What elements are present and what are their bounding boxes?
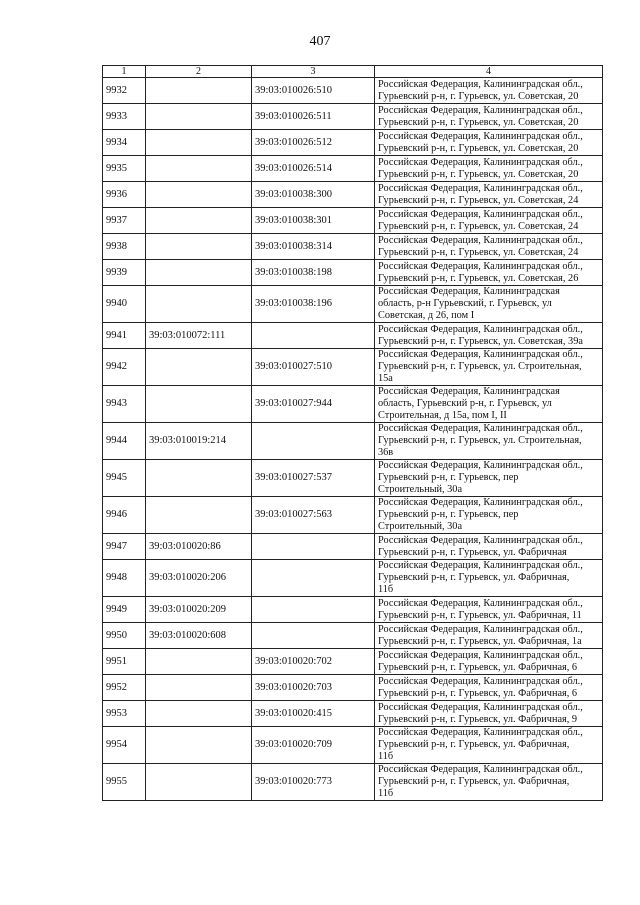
row-number: 9938 [103,234,146,260]
address-line: Гурьевский р-н, г. Гурьевск, ул. Советская, 20 [378,168,579,180]
address-cell [375,623,603,649]
address-line: Гурьевский р-н, г. Гурьевск, ул. Строительная, [378,361,582,372]
cadastral-number-col3: 39:03:010038:198 [252,260,375,286]
row-number: 9949 [103,597,146,623]
address-line: Российская Федерация, Калининградская обл., [378,727,583,738]
address-line: Гурьевский р-н, г. Гурьевск, ул. Фабричная, 6 [378,661,578,673]
address-line: Гурьевский р-н, г. Гурьевск, ул. Фабричная, 9 [378,713,578,725]
cadastral-number-col3: 39:03:010038:301 [252,208,375,234]
address-line: Российская Федерация, Калининградская обл., [378,78,583,90]
row-number: 9943 [103,386,146,423]
cadastral-number-col3: 39:03:010027:510 [252,349,375,386]
row-number: 9933 [103,104,146,130]
cadastral-number-col3 [252,323,375,349]
table-row [103,349,603,386]
address-cell [375,323,603,349]
cadastral-number-col3 [252,534,375,560]
address-line: Гурьевский р-н, г. Гурьевск, ул. Строительная, [378,435,582,446]
cadastral-number-col2 [146,386,252,423]
row-number: 9932 [103,78,146,104]
table-row [103,234,603,260]
row-number: 9946 [103,497,146,534]
column-header: 3 [252,66,375,78]
address-line: Советская, д 26, пом I [378,310,475,321]
cadastral-number-col2 [146,234,252,260]
cadastral-number-col3: 39:03:010026:511 [252,104,375,130]
cadastral-number-col3: 39:03:010038:314 [252,234,375,260]
address-line: Гурьевский р-н, г. Гурьевск, пер [378,509,519,520]
address-line: 15а [378,373,393,384]
table-row [103,597,603,623]
cadastral-number-col2 [146,764,252,801]
address-line: Российская Федерация, Калининградская [378,386,560,397]
address-line: область, р-н Гурьевский, г. Гурьевск, ул [378,298,552,309]
address-cell [375,78,603,104]
table-row [103,78,603,104]
cadastral-number-col3: 39:03:010038:300 [252,182,375,208]
address-cell [375,649,603,675]
address-line: Российская Федерация, Калининградская обл., [378,349,583,360]
address-line: Российская Федерация, Калининградская обл., [378,497,583,508]
address-line: Гурьевский р-н, г. Гурьевск, ул. Советская, 24 [378,194,579,206]
cadastral-number-col3: 39:03:010027:563 [252,497,375,534]
table-row [103,208,603,234]
address-cell [375,286,603,323]
row-number: 9954 [103,727,146,764]
table-row [103,323,603,349]
cadastral-number-col2: 39:03:010019:214 [146,423,252,460]
address-line: Строительный, 30а [378,484,463,495]
address-line: Российская Федерация, Калининградская обл., [378,623,583,635]
address-cell [375,349,603,386]
address-line: Российская Федерация, Калининградская обл., [378,208,583,220]
cadastral-number-col2 [146,649,252,675]
cadastral-number-col2 [146,701,252,727]
table-body [103,78,603,801]
row-number: 9955 [103,764,146,801]
cadastral-number-col2: 39:03:010020:608 [146,623,252,649]
cadastral-number-col3: 39:03:010026:512 [252,130,375,156]
column-header: 4 [375,66,603,78]
cadastral-number-col2 [146,208,252,234]
cadastral-number-col2 [146,260,252,286]
address-line: 11б [378,788,394,799]
address-cell [375,104,603,130]
row-number: 9945 [103,460,146,497]
cadastral-number-col2: 39:03:010020:86 [146,534,252,560]
table-row [103,701,603,727]
address-line: Российская Федерация, Калининградская обл., [378,130,583,142]
table-row [103,423,603,460]
row-number: 9937 [103,208,146,234]
address-cell [375,130,603,156]
cadastral-number-col3: 39:03:010027:537 [252,460,375,497]
row-number: 9935 [103,156,146,182]
address-line: Российская Федерация, Калининградская обл., [378,182,583,194]
row-number: 9940 [103,286,146,323]
address-line: Гурьевский р-н, г. Гурьевск, ул. Фабричная, [378,776,570,787]
row-number: 9934 [103,130,146,156]
address-cell [375,597,603,623]
address-line: Строительная, д 15а, пом I, II [378,410,507,421]
address-line: Российская Федерация, Калининградская обл., [378,649,583,661]
table-row [103,649,603,675]
address-line: Российская Федерация, Калининградская обл., [378,597,583,609]
cadastral-number-col3: 39:03:010020:415 [252,701,375,727]
row-number: 9941 [103,323,146,349]
row-number: 9947 [103,534,146,560]
address-line: Гурьевский р-н, г. Гурьевск, ул. Фабричная, [378,572,570,583]
address-cell [375,560,603,597]
cadastral-number-col2 [146,130,252,156]
registry-table [102,65,603,801]
address-line: область, Гурьевский р-н, г. Гурьевск, ул [378,398,552,409]
address-line: Российская Федерация, Калининградская обл., [378,423,583,434]
table-row [103,386,603,423]
address-cell [375,156,603,182]
address-cell [375,727,603,764]
table-row [103,623,603,649]
cadastral-number-col2 [146,286,252,323]
address-line: Российская Федерация, Калининградская обл., [378,234,583,246]
address-line: Гурьевский р-н, г. Гурьевск, ул. Фабричная, 1а [378,635,582,647]
address-cell [375,182,603,208]
address-line: Гурьевский р-н, г. Гурьевск, ул. Советская, 24 [378,246,579,258]
row-number: 9952 [103,675,146,701]
address-line: Российская Федерация, Калининградская обл., [378,323,583,335]
table-row [103,460,603,497]
address-cell [375,260,603,286]
row-number: 9939 [103,260,146,286]
cadastral-number-col3: 39:03:010027:944 [252,386,375,423]
address-line: 11б [378,584,394,595]
address-cell [375,234,603,260]
cadastral-number-col3: 39:03:010026:514 [252,156,375,182]
table-row [103,727,603,764]
row-number: 9944 [103,423,146,460]
table-row [103,497,603,534]
address-line: Российская Федерация, Калининградская обл., [378,701,583,713]
address-cell [375,497,603,534]
cadastral-number-col2 [146,156,252,182]
address-line: Гурьевский р-н, г. Гурьевск, ул. Советская, 20 [378,116,579,128]
cadastral-number-col2 [146,182,252,208]
cadastral-number-col2 [146,497,252,534]
table-row [103,260,603,286]
table-row [103,130,603,156]
cadastral-number-col3: 39:03:010020:703 [252,675,375,701]
table-row [103,534,603,560]
table-row [103,182,603,208]
table-row [103,764,603,801]
table-row [103,675,603,701]
address-line: 11б [378,751,394,762]
cadastral-number-col2 [146,78,252,104]
table-row [103,286,603,323]
column-header: 2 [146,66,252,78]
row-number: 9953 [103,701,146,727]
address-cell [375,701,603,727]
cadastral-number-col3: 39:03:010038:196 [252,286,375,323]
address-cell [375,764,603,801]
page-number: 407 [309,34,331,49]
address-line: Гурьевский р-н, г. Гурьевск, ул. Советская, 20 [378,90,579,102]
address-line: Гурьевский р-н, г. Гурьевск, ул. Советская, 26 [378,272,579,284]
address-line: 36в [378,447,394,458]
address-cell [375,675,603,701]
address-line: Российская Федерация, Калининградская обл., [378,260,583,272]
cadastral-number-col3 [252,560,375,597]
cadastral-number-col2: 39:03:010072:111 [146,323,252,349]
cadastral-number-col3: 39:03:010020:773 [252,764,375,801]
cadastral-number-col2 [146,460,252,497]
cadastral-number-col2 [146,349,252,386]
cadastral-number-col2 [146,727,252,764]
cadastral-number-col3: 39:03:010020:702 [252,649,375,675]
address-line: Гурьевский р-н, г. Гурьевск, ул. Советская, 39а [378,335,583,347]
table-row [103,156,603,182]
address-line: Гурьевский р-н, г. Гурьевск, ул. Фабричная [378,546,567,558]
cadastral-number-col3: 39:03:010020:709 [252,727,375,764]
address-line: Российская Федерация, Калининградская обл., [378,675,583,687]
row-number: 9936 [103,182,146,208]
address-line: Российская Федерация, Калининградская [378,286,560,297]
address-line: Гурьевский р-н, г. Гурьевск, ул. Советская, 20 [378,142,579,154]
address-cell [375,534,603,560]
cadastral-number-col2 [146,104,252,130]
address-cell [375,208,603,234]
header-row [103,66,603,78]
cadastral-number-col3 [252,623,375,649]
row-number: 9942 [103,349,146,386]
row-number: 9948 [103,560,146,597]
row-number: 9951 [103,649,146,675]
address-cell [375,423,603,460]
address-line: Гурьевский р-н, г. Гурьевск, ул. Фабричная, 11 [378,609,582,621]
table-row [103,560,603,597]
cadastral-number-col2: 39:03:010020:206 [146,560,252,597]
address-line: Российская Федерация, Калининградская обл., [378,560,583,571]
address-cell [375,460,603,497]
cadastral-number-col2 [146,675,252,701]
table-row [103,104,603,130]
cadastral-number-col2: 39:03:010020:209 [146,597,252,623]
address-line: Российская Федерация, Калининградская обл., [378,764,583,775]
address-line: Гурьевский р-н, г. Гурьевск, ул. Фабричная, 6 [378,687,578,699]
cadastral-number-col3: 39:03:010026:510 [252,78,375,104]
address-line: Гурьевский р-н, г. Гурьевск, ул. Фабричная, [378,739,570,750]
column-header: 1 [103,66,146,78]
cadastral-number-col3 [252,423,375,460]
cadastral-number-col3 [252,597,375,623]
address-line: Российская Федерация, Калининградская обл., [378,104,583,116]
address-cell [375,386,603,423]
row-number: 9950 [103,623,146,649]
address-line: Российская Федерация, Калининградская обл., [378,156,583,168]
address-line: Гурьевский р-н, г. Гурьевск, ул. Советская, 24 [378,220,579,232]
address-line: Российская Федерация, Калининградская обл., [378,460,583,471]
address-line: Строительный, 30а [378,521,463,532]
address-line: Гурьевский р-н, г. Гурьевск, пер [378,472,519,483]
address-line: Российская Федерация, Калининградская обл., [378,534,583,546]
